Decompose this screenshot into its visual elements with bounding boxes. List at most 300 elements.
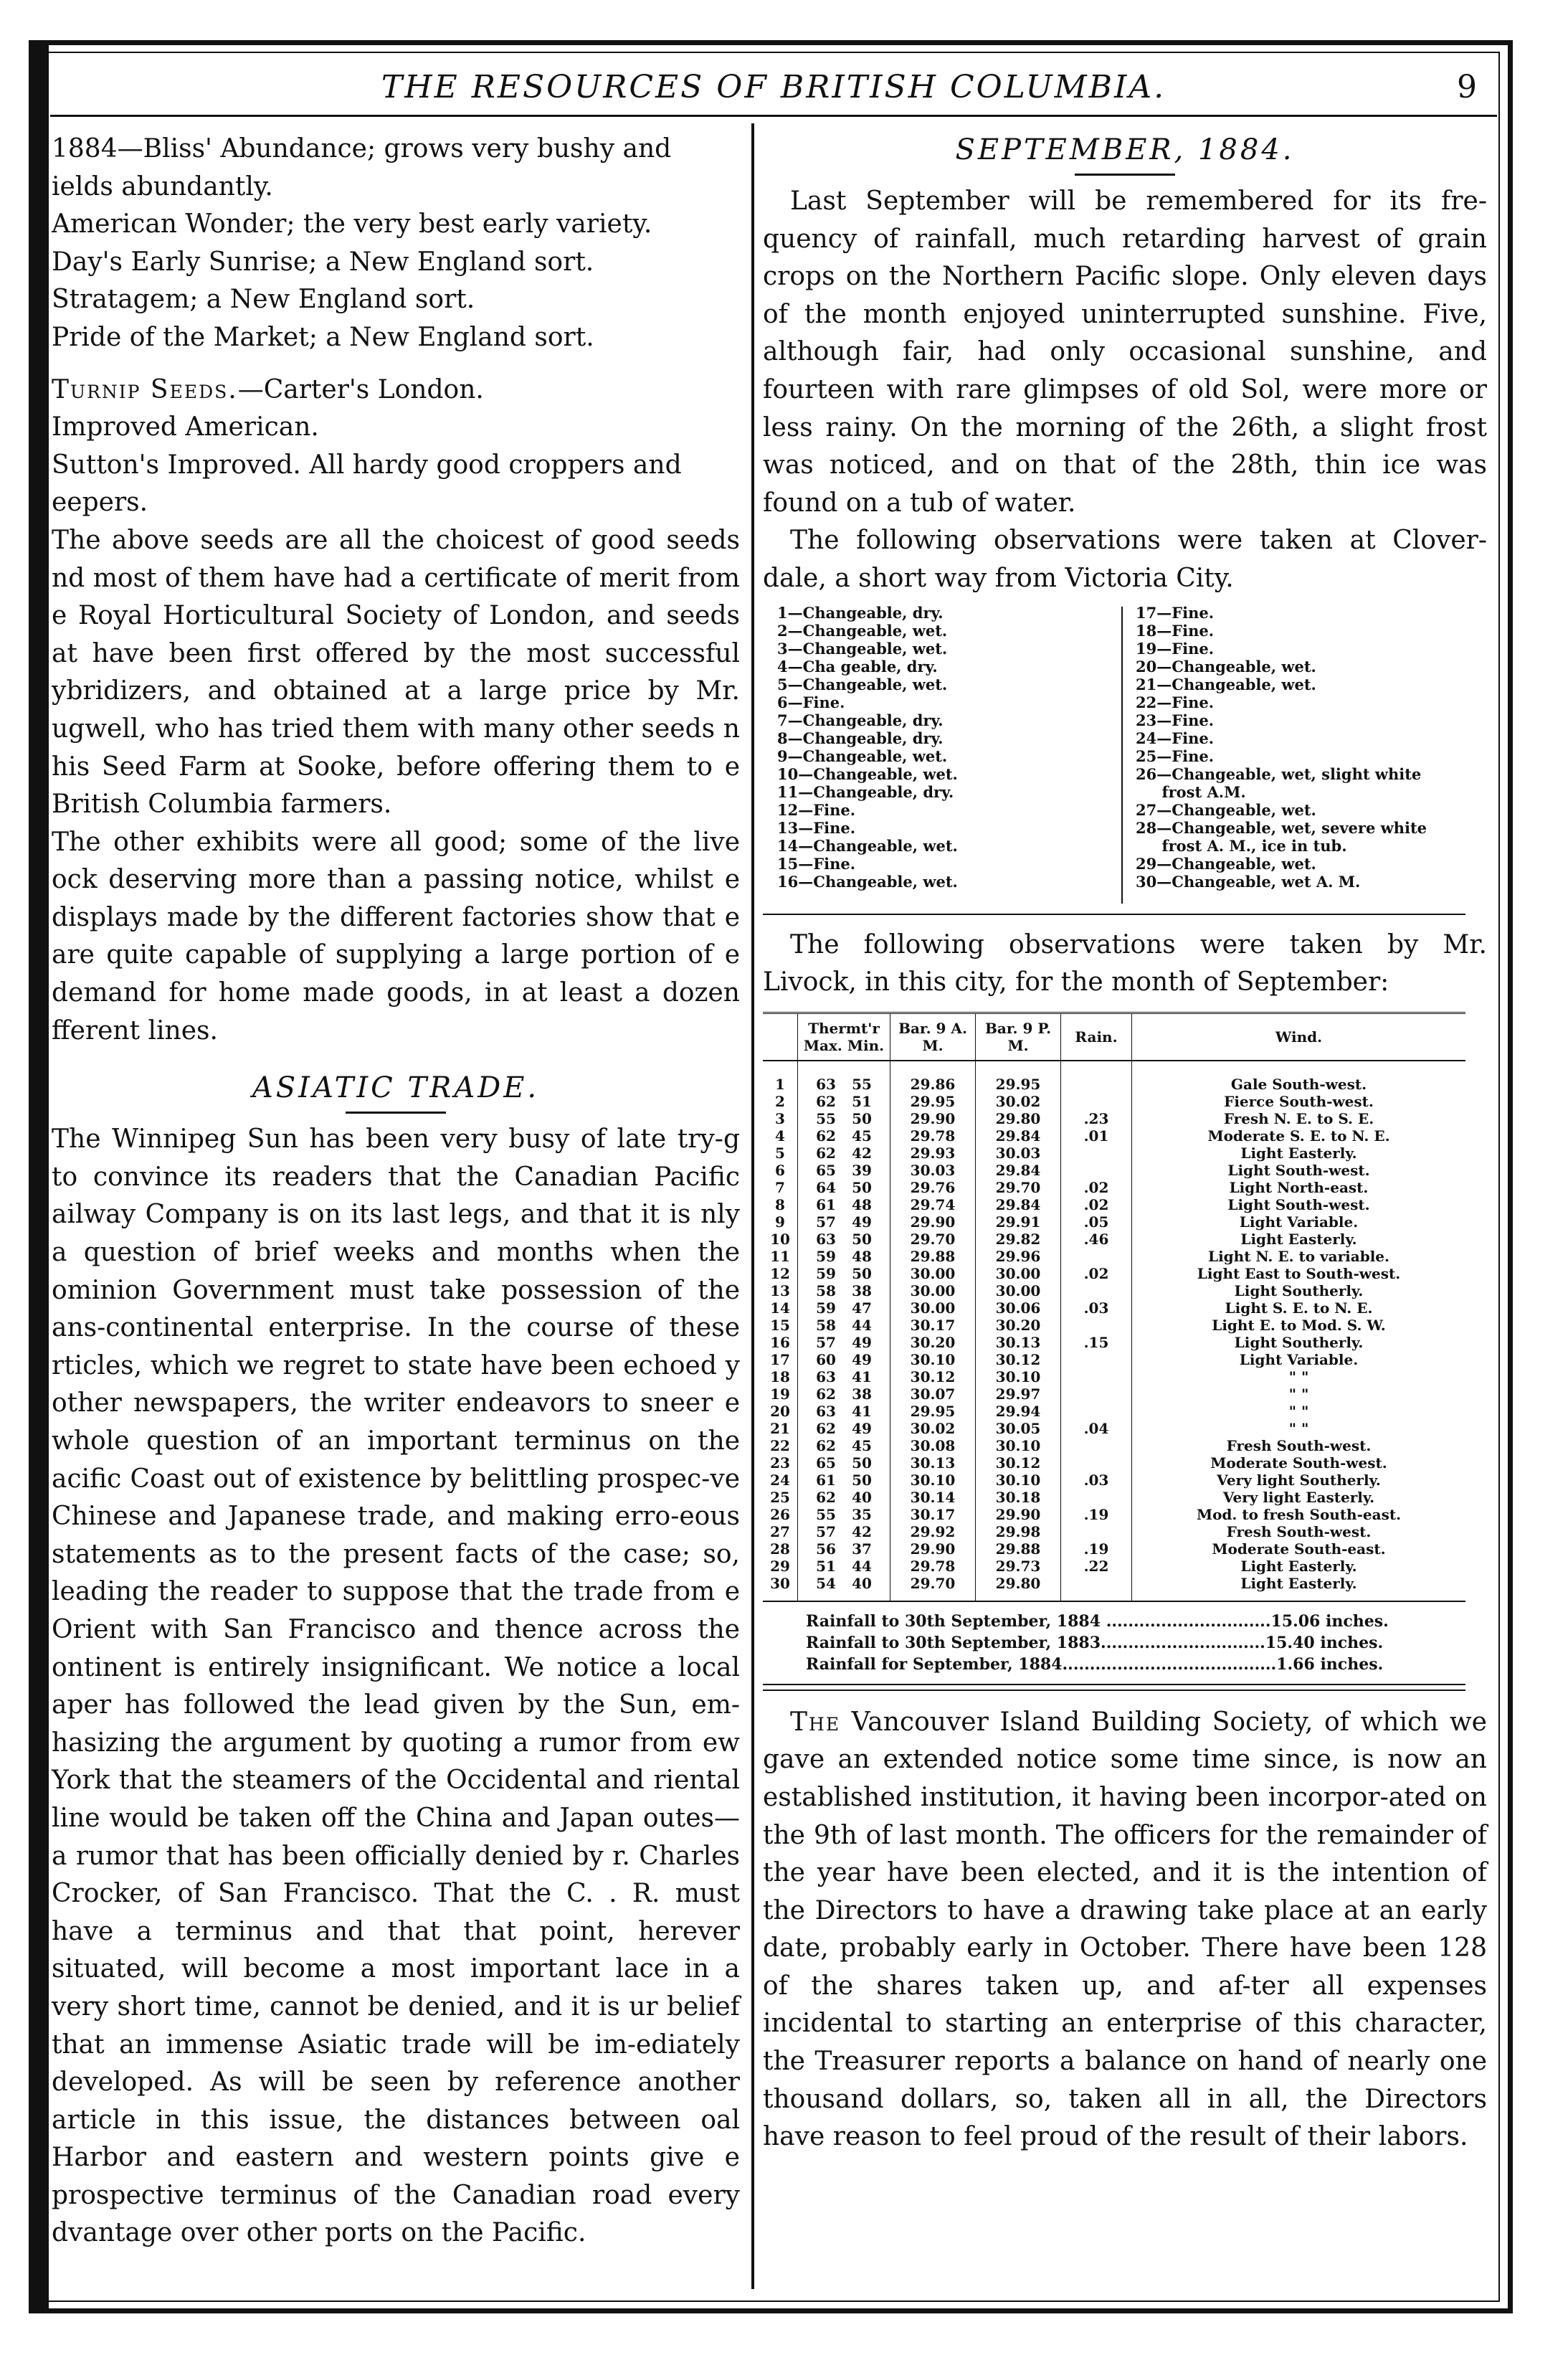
table-cell: 10	[763, 1231, 798, 1248]
thermometer-min: 38	[852, 1385, 872, 1403]
table-cell: 29.88	[890, 1248, 976, 1265]
paragraph-lead-word: The	[790, 1707, 841, 1737]
thermometer-min: 35	[852, 1505, 872, 1523]
table-cell: .23	[1061, 1110, 1132, 1127]
thermometer-min: 50	[852, 1230, 872, 1248]
observation-line: 18—Fine.	[1136, 621, 1215, 640]
right-column	[763, 131, 1487, 2156]
table-cell: Light Variable.	[1239, 1213, 1359, 1231]
observation-line: 26—Changeable, wet, slight white	[1136, 764, 1422, 783]
observation-line: 14—Changeable, wet.	[777, 836, 958, 855]
rainfall-summary	[806, 1611, 1487, 1675]
table-cell: 18	[763, 1368, 798, 1385]
table-cell: 30.00	[890, 1299, 976, 1317]
table-cell: Fierce South-west.	[1224, 1092, 1374, 1110]
table-cell: 20	[763, 1403, 798, 1420]
table-row	[763, 1489, 1465, 1506]
table-cell: 29.88	[976, 1540, 1061, 1558]
table-cell	[1061, 1351, 1132, 1368]
observation-line: 12—Fine.	[777, 800, 856, 819]
column-header	[763, 1013, 798, 1061]
rainfall-line: Rainfall to 30th September, 1883..............................15.40 inches.	[806, 1633, 1384, 1652]
thermometer-min: 42	[852, 1144, 872, 1162]
section-rule	[1075, 174, 1175, 176]
table-cell: 5	[763, 1145, 798, 1162]
table-cell	[1061, 1093, 1132, 1110]
cloverdale-divider	[1121, 607, 1123, 904]
table-cell	[798, 1523, 890, 1540]
table-cell: 30.18	[976, 1489, 1061, 1506]
table-cell: " "	[1288, 1368, 1309, 1385]
table-cell: 1	[763, 1061, 798, 1093]
table-cell: 15	[763, 1317, 798, 1334]
thermometer-min: 38	[852, 1281, 872, 1299]
table-cell: 11	[763, 1248, 798, 1265]
table-cell	[798, 1385, 890, 1403]
table-cell: .05	[1061, 1213, 1132, 1231]
table-cell	[798, 1213, 890, 1231]
table-cell: .19	[1061, 1540, 1132, 1558]
table-cell: Light North-east.	[1229, 1178, 1369, 1196]
thermometer-min: 50	[852, 1109, 872, 1127]
table-cell: 29.84	[976, 1127, 1061, 1145]
table-cell: Light Variable.	[1239, 1350, 1359, 1368]
table-row	[763, 1368, 1465, 1385]
column-divider	[751, 123, 754, 2289]
thermometer-min: 45	[852, 1127, 872, 1145]
observation-line: 21—Changeable, wet.	[1136, 675, 1316, 693]
table-cell: .03	[1061, 1299, 1132, 1317]
divider	[763, 914, 1465, 915]
thermometer-max: 61	[816, 1195, 836, 1213]
table-cell	[1061, 1248, 1132, 1265]
page-number: 9	[1457, 69, 1477, 105]
table-cell	[798, 1317, 890, 1334]
table-cell	[1061, 1454, 1132, 1472]
table-cell: .04	[1061, 1420, 1132, 1437]
paragraph-building-society	[763, 1704, 1487, 2156]
table-cell: " "	[1288, 1402, 1309, 1420]
table-cell: Gale South-west.	[1230, 1075, 1367, 1093]
observation-line: 29—Changeable, wet.	[1136, 854, 1316, 873]
table-row	[763, 1265, 1465, 1282]
running-header	[50, 63, 1497, 117]
table-cell: 30.00	[976, 1265, 1061, 1282]
table-header-row	[763, 1013, 1465, 1061]
table-cell: 29.98	[976, 1523, 1061, 1540]
table-row	[763, 1506, 1465, 1523]
table-row	[763, 1061, 1465, 1093]
table-row	[763, 1110, 1465, 1127]
table-cell: Mod. to fresh South-east.	[1196, 1505, 1402, 1523]
observation-line: 2—Changeable, wet.	[777, 621, 948, 640]
table-row	[763, 1213, 1465, 1231]
thermometer-min: 50	[852, 1178, 872, 1196]
table-cell	[798, 1558, 890, 1575]
section-title-asiatic-trade: ASIATIC TRADE.	[252, 1071, 540, 1105]
table-cell: 29.95	[976, 1061, 1061, 1093]
table-row	[763, 1540, 1465, 1558]
table-cell: 30.10	[976, 1368, 1061, 1385]
table-row	[763, 1145, 1465, 1162]
thermometer-max: 62	[816, 1436, 836, 1454]
table-cell: Light S. E. to N. E.	[1225, 1299, 1373, 1317]
thermometer-max: 62	[816, 1092, 836, 1110]
table-cell: 30.07	[890, 1385, 976, 1403]
thermometer-min: 42	[852, 1522, 872, 1540]
thermometer-max: 57	[816, 1522, 836, 1540]
table-cell: 29.86	[890, 1061, 976, 1093]
thermometer-min: 48	[852, 1247, 872, 1265]
observation-line: 1—Changeable, dry.	[777, 603, 944, 622]
table-cell: 30.20	[976, 1317, 1061, 1334]
table-cell: 29.70	[890, 1231, 976, 1248]
table-cell: .02	[1061, 1196, 1132, 1213]
list-item: Pride of the Market; a New England sort.	[52, 322, 594, 352]
page-title: THE RESOURCES OF BRITISH COLUMBIA.	[381, 69, 1167, 105]
table-cell: Moderate S. E. to N. E.	[1207, 1127, 1390, 1145]
table-cell: 19	[763, 1385, 798, 1403]
thermometer-min: 49	[852, 1213, 872, 1231]
thermometer-max: 63	[816, 1368, 836, 1385]
thermometer-max: 62	[816, 1488, 836, 1506]
table-cell: Light N. E. to variable.	[1208, 1247, 1389, 1265]
table-row	[763, 1575, 1465, 1601]
column-header: Rain.	[1061, 1013, 1132, 1061]
thermometer-max: 63	[816, 1075, 836, 1093]
thermometer-max: 59	[816, 1247, 836, 1265]
rainfall-line: Rainfall to 30th September, 1884 ..............................15.06 inches.	[806, 1611, 1389, 1631]
observation-line: 28—Changeable, wet, severe white	[1136, 818, 1427, 837]
table-cell: 29.95	[890, 1403, 976, 1420]
table-row	[763, 1454, 1465, 1472]
table-cell: 23	[763, 1454, 798, 1472]
table-cell: 27	[763, 1523, 798, 1540]
observation-line: 20—Changeable, wet.	[1136, 657, 1316, 676]
paragraph-cloverdale: The following observations were taken at Clover-dale, a short way from Victoria City.	[763, 526, 1487, 593]
table-cell	[1061, 1317, 1132, 1334]
observation-line: 24—Fine.	[1136, 729, 1215, 747]
cloverdale-column-1	[777, 604, 1100, 891]
table-cell: 29	[763, 1558, 798, 1575]
table-cell: 13	[763, 1282, 798, 1299]
table-cell: 16	[763, 1334, 798, 1351]
thermometer-max: 55	[816, 1109, 836, 1127]
table-cell: 29.93	[890, 1145, 976, 1162]
table-row	[763, 1523, 1465, 1540]
thermometer-min: 37	[852, 1540, 872, 1558]
observation-line: 4—Cha geable, dry.	[777, 657, 938, 676]
table-cell	[798, 1420, 890, 1437]
table-cell: 29.76	[890, 1179, 976, 1196]
thermometer-min: 49	[852, 1333, 872, 1351]
thermometer-max: 54	[816, 1574, 836, 1592]
turnip-heading-line	[52, 371, 740, 409]
paragraph-seeds: The above seeds are all the choicest of good seeds nd most of them have had a certificate of merit from e Royal Horticultural Society of London, and seeds at have been first offered by the most successful ybridizers, and obtained at a large price by Mr. ugwell, who has tried them with many other seeds n his Seed Farm at Sooke, before offering them to e British Columbia farmers.	[52, 525, 740, 820]
table-row	[763, 1196, 1465, 1213]
table-cell	[1061, 1523, 1132, 1540]
turnip-heading: Turnip Seeds.	[52, 374, 238, 404]
table-cell: 29.96	[976, 1248, 1061, 1265]
table-cell: 30.10	[890, 1472, 976, 1489]
thermometer-min: 50	[852, 1454, 872, 1472]
thermometer-min: 47	[852, 1299, 872, 1317]
thermometer-min: 40	[852, 1488, 872, 1506]
observation-line: 15—Fine.	[777, 854, 856, 873]
table-row	[763, 1385, 1465, 1403]
table-cell: Light Easterly.	[1240, 1557, 1357, 1575]
list-item: Day's Early Sunrise; a New England sort.	[52, 247, 594, 277]
table-cell	[798, 1437, 890, 1454]
table-cell: 7	[763, 1179, 798, 1196]
table-row	[763, 1231, 1465, 1248]
table-cell: 30.03	[890, 1162, 976, 1179]
section-rule	[346, 1112, 446, 1114]
table-cell: 29.84	[976, 1162, 1061, 1179]
table-row	[763, 1420, 1465, 1437]
table-cell: 2	[763, 1093, 798, 1110]
thermometer-min: 44	[852, 1316, 872, 1334]
table-cell: 30.20	[890, 1334, 976, 1351]
list-item: Improved American.	[52, 412, 319, 442]
observation-line: 7—Changeable, dry.	[777, 711, 944, 729]
table-cell: Light South-west.	[1227, 1195, 1370, 1213]
table-cell	[1061, 1385, 1132, 1403]
potato-list	[52, 131, 740, 357]
list-item: Stratagem; a New England sort.	[52, 285, 475, 315]
paragraph-exhibits: The other exhibits were all good; some of the live ock deserving more than a passing notice, whilst e displays made by the different factories show that e are quite capable of supplying a large portion of e demand for home made goods, in at least a dozen fferent lines.	[52, 827, 740, 1046]
observation-line: 16—Changeable, wet.	[777, 872, 958, 891]
cloverdale-observations	[763, 604, 1465, 905]
table-cell: 22	[763, 1437, 798, 1454]
list-item: ields abundantly.	[52, 171, 273, 202]
table-cell: 30.00	[890, 1282, 976, 1299]
table-row	[763, 1282, 1465, 1299]
table-cell: .19	[1061, 1506, 1132, 1523]
table-cell: 29.80	[976, 1110, 1061, 1127]
table-cell	[1061, 1575, 1132, 1601]
table-cell: 29.94	[976, 1403, 1061, 1420]
table-cell	[1061, 1489, 1132, 1506]
table-cell: 30.05	[976, 1420, 1061, 1437]
list-item: American Wonder; the very best early variety.	[52, 209, 652, 240]
table-cell	[798, 1299, 890, 1317]
table-cell: Light Easterly.	[1240, 1230, 1357, 1248]
observation-line: 9—Changeable, wet.	[777, 747, 948, 765]
observation-line: 19—Fine.	[1136, 639, 1215, 658]
table-cell: 30.12	[890, 1368, 976, 1385]
table-cell: 30.08	[890, 1437, 976, 1454]
table-cell: Fresh N. E. to S. E.	[1223, 1109, 1374, 1127]
table-cell: 29.70	[976, 1179, 1061, 1196]
table-cell: .03	[1061, 1472, 1132, 1489]
paragraph-body: Vancouver Island Building Society, of which we gave an extended notice some time since, is now an established institution, it having been incorpor-ated on the 9th of last month. The officers for the remainder of the year have been elected, and it is the intention of the Directors to have a drawing take place at an early date, probably early in October. There have been 128 of the shares taken up, and af-ter all expenses incidental to starting an enterprise of this character, the Treasurer reports a balance on hand of nearly one thousand dollars, so, taken all in all, the Directors have reason to feel proud of the result of their labors.	[763, 1707, 1487, 2152]
paragraph-september: Last September will be remembered for its fre-quency of rainfall, much retarding harvest of grain crops on the Northern Pacific slope. Only eleven days of the month enjoyed uninterrupted sunshine. Five, although fair, had only occasional sunshine, and fourteen with rare glimpses of old Sol, were more or less rainy. On the morning of the 26th, a slight frost was noticed, and on that of the 28th, thin ice was found on a tub of water.	[763, 186, 1487, 518]
table-cell: Very light Easterly.	[1222, 1488, 1375, 1506]
table-cell: 30.10	[890, 1351, 976, 1368]
table-cell: 29.97	[976, 1385, 1061, 1403]
table-cell	[798, 1061, 890, 1093]
thermometer-min: 55	[852, 1075, 872, 1093]
observation-line: 25—Fine.	[1136, 747, 1215, 765]
table-cell	[1061, 1282, 1132, 1299]
thermometer-max: 65	[816, 1454, 836, 1472]
thermometer-max: 62	[816, 1127, 836, 1145]
table-row	[763, 1334, 1465, 1351]
thermometer-max: 62	[816, 1385, 836, 1403]
table-cell: 30.17	[890, 1506, 976, 1523]
list-item: 1884—Bliss' Abundance; grows very bushy and	[52, 134, 672, 164]
table-cell	[798, 1403, 890, 1420]
table-cell: 30.12	[976, 1454, 1061, 1472]
table-cell	[798, 1472, 890, 1489]
table-cell: .46	[1061, 1231, 1132, 1248]
left-column	[52, 131, 740, 2252]
thermometer-min: 50	[852, 1264, 872, 1282]
observation-line: 3—Changeable, wet.	[777, 639, 948, 658]
table-cell	[1061, 1403, 1132, 1420]
table-cell: 21	[763, 1420, 798, 1437]
thermometer-max: 57	[816, 1213, 836, 1231]
observation-line: frost A. M., ice in tub.	[1136, 836, 1347, 855]
table-row	[763, 1248, 1465, 1265]
table-cell: .01	[1061, 1127, 1132, 1145]
table-cell	[798, 1540, 890, 1558]
table-cell: 6	[763, 1162, 798, 1179]
observation-line: 11—Changeable, dry.	[777, 782, 954, 801]
column-header: Thermt'r Max. Min.	[798, 1013, 890, 1061]
column-header: Bar. 9 P. M.	[976, 1013, 1061, 1061]
table-cell: 30.12	[976, 1351, 1061, 1368]
table-cell: 29.82	[976, 1231, 1061, 1248]
table-cell: 29.90	[890, 1213, 976, 1231]
table-cell: 3	[763, 1110, 798, 1127]
table-cell: .02	[1061, 1179, 1132, 1196]
observation-line: 8—Changeable, dry.	[777, 729, 944, 747]
table-cell	[798, 1454, 890, 1472]
observation-line: 22—Fine.	[1136, 693, 1215, 711]
table-cell: Light E. to Mod. S. W.	[1212, 1316, 1386, 1334]
table-cell: 8	[763, 1196, 798, 1213]
table-cell: 25	[763, 1489, 798, 1506]
table-cell: 29.70	[890, 1575, 976, 1601]
thermometer-max: 59	[816, 1264, 836, 1282]
table-cell: Moderate South-east.	[1212, 1540, 1386, 1558]
turnip-first-item: —Carter's London.	[237, 374, 484, 404]
table-cell	[798, 1575, 890, 1601]
paragraph-asiatic-trade: The Winnipeg Sun has been very busy of late try-g to convince its readers that the Canadian Pacific ailway Company is on its last legs, and that it is nly a question of brief weeks and months when the ominion Government must take possession of the ans-continental enterprise. In the course of these rticles, which we regret to state have been echoed y other newspapers, the writer endeavors to sneer e whole question of an important terminus on the acific Coast out of existence by belittling prospec-ve Chinese and Japanese trade, and making erro-eous statements as to the present facts of the case; so, leading the reader to suppose that the trade from e Orient with San Francisco and thence across the ontinent is entirely insignificant. We notice a local aper has followed the lead given by the Sun, em-hasizing the argument by quoting a rumor from ew York that the steamers of the Occidental and riental line would be taken off the China and Japan outes—a rumor that has been officially denied by r. Charles Crocker, of San Francisco. That the C. . R. must have a terminus and that that point, herever situated, will become a most important lace in a very short time, cannot be denied, and it is ur belief that an immense Asiatic trade will be im-ediately developed. As will be seen by reference another article in this issue, the distances between oal Harbor and eastern and western points give e prospective terminus of the Canadian road every dvantage over other ports on the Pacific.	[52, 1124, 740, 2248]
table-cell: .02	[1061, 1265, 1132, 1282]
table-cell: Fresh South-west.	[1226, 1522, 1372, 1540]
thermometer-max: 65	[816, 1161, 836, 1179]
thermometer-min: 49	[852, 1350, 872, 1368]
thermometer-min: 45	[852, 1436, 872, 1454]
table-cell	[798, 1196, 890, 1213]
table-cell: 29.78	[890, 1127, 976, 1145]
table-cell: 29.74	[890, 1196, 976, 1213]
table-cell: 29.84	[976, 1196, 1061, 1213]
table-cell	[798, 1162, 890, 1179]
thermometer-min: 51	[852, 1092, 872, 1110]
weather-table-body	[763, 1061, 1465, 1601]
thermometer-max: 64	[816, 1178, 836, 1196]
table-cell: 24	[763, 1472, 798, 1489]
table-cell: 29.90	[890, 1110, 976, 1127]
table-cell: 30.10	[976, 1437, 1061, 1454]
thermometer-max: 51	[816, 1557, 836, 1575]
thermometer-min: 48	[852, 1195, 872, 1213]
table-cell: Very light Southerly.	[1217, 1471, 1381, 1489]
table-cell	[798, 1506, 890, 1523]
table-cell: Light Easterly.	[1240, 1144, 1357, 1162]
observation-line: 13—Fine.	[777, 818, 856, 837]
table-row	[763, 1127, 1465, 1145]
table-cell: .22	[1061, 1558, 1132, 1575]
table-cell: 30.02	[976, 1093, 1061, 1110]
thermometer-max: 58	[816, 1316, 836, 1334]
table-cell	[798, 1282, 890, 1299]
thermometer-max: 62	[816, 1419, 836, 1437]
table-row	[763, 1299, 1465, 1317]
table-cell: 29.95	[890, 1093, 976, 1110]
table-cell: 30.00	[976, 1282, 1061, 1299]
thermometer-min: 49	[852, 1419, 872, 1437]
cloverdale-column-2	[1136, 604, 1465, 891]
table-cell: 29.92	[890, 1523, 976, 1540]
section-title-september: SEPTEMBER, 1884.	[955, 133, 1295, 166]
table-cell	[798, 1093, 890, 1110]
observation-line: 30—Changeable, wet A. M.	[1136, 872, 1361, 891]
table-cell: 30.10	[976, 1472, 1061, 1489]
table-cell: 30.02	[890, 1420, 976, 1437]
thermometer-min: 41	[852, 1402, 872, 1420]
table-row	[763, 1179, 1465, 1196]
table-cell: 12	[763, 1265, 798, 1282]
table-cell: Fresh South-west.	[1226, 1436, 1372, 1454]
table-cell: Light Easterly.	[1132, 1575, 1466, 1601]
thermometer-max: 58	[816, 1281, 836, 1299]
table-cell: 30	[763, 1575, 798, 1601]
thermometer-min: 40	[852, 1574, 872, 1592]
double-divider	[763, 1684, 1465, 1691]
table-cell: Light South-west.	[1227, 1161, 1370, 1179]
table-cell	[1061, 1061, 1132, 1093]
table-cell	[798, 1489, 890, 1506]
table-cell: 30.13	[890, 1454, 976, 1472]
table-cell	[798, 1110, 890, 1127]
table-cell	[798, 1179, 890, 1196]
column-header: Bar. 9 A. M.	[890, 1013, 976, 1061]
table-cell: 29.91	[976, 1213, 1061, 1231]
thermometer-max: 56	[816, 1540, 836, 1558]
list-item: Sutton's Improved. All hardy good croppers and	[52, 450, 682, 480]
observation-line: 23—Fine.	[1136, 711, 1215, 729]
thermometer-max: 63	[816, 1402, 836, 1420]
table-row	[763, 1403, 1465, 1420]
thermometer-max: 62	[816, 1144, 836, 1162]
table-cell	[1061, 1162, 1132, 1179]
table-cell: 29.90	[890, 1540, 976, 1558]
table-cell	[1061, 1437, 1132, 1454]
table-cell: .15	[1061, 1334, 1132, 1351]
table-cell: 30.13	[976, 1334, 1061, 1351]
table-cell: Light Southerly.	[1234, 1333, 1364, 1351]
list-item: eepers.	[52, 488, 148, 518]
table-cell: Light East to South-west.	[1197, 1264, 1401, 1282]
table-cell: 29.80	[976, 1575, 1061, 1601]
thermometer-max: 59	[816, 1299, 836, 1317]
table-row	[763, 1093, 1465, 1110]
